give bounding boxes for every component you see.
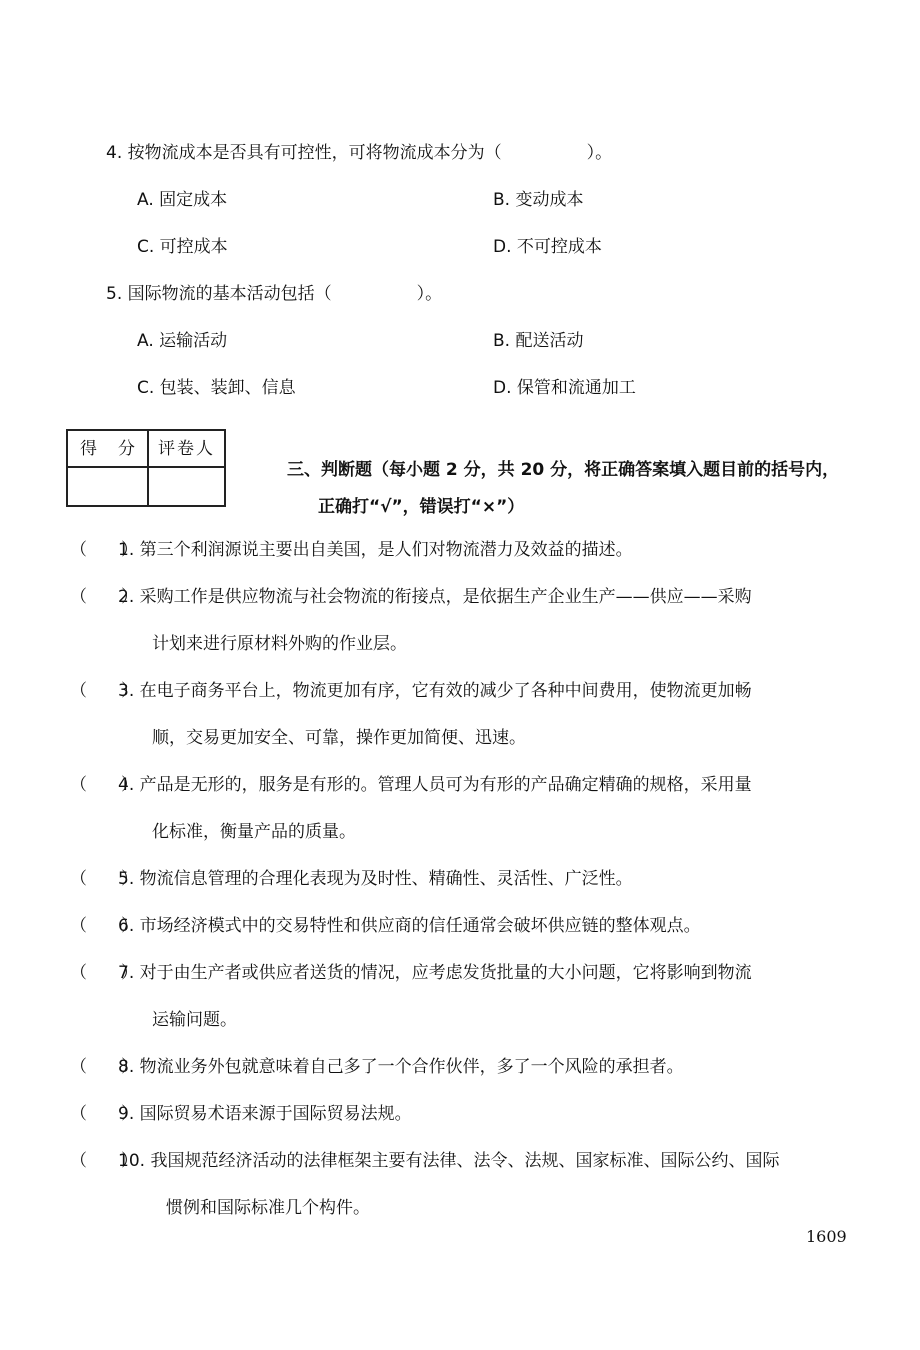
question-5-option-c: C. 包装、装卸、信息: [137, 378, 296, 398]
judge-4-text-line1: 4. 产品是无形的，服务是有形的。管理人员可为有形的产品确定精确的规格，采用量: [118, 775, 752, 795]
table-divider-horizontal: [68, 466, 224, 468]
question-5-option-a: A. 运输活动: [137, 331, 228, 351]
judge-7-text-line1: 7. 对于由生产者或供应者送货的情况，应考虑发货批量的大小问题，它将影响到物流: [118, 963, 752, 983]
question-5-option-d: D. 保管和流通加工: [493, 378, 636, 398]
table-divider-vertical: [147, 431, 149, 505]
judge-9-text: 9. 国际贸易术语来源于国际贸易法规。: [118, 1104, 412, 1124]
judge-8-paren: （ ）: [70, 1057, 138, 1077]
page-number: 1609: [806, 1227, 847, 1246]
judge-4-paren: （ ）: [70, 775, 138, 795]
judge-3-text-line2: 顺，交易更加安全、可靠，操作更加简便、迅速。: [152, 728, 526, 748]
question-5-option-b: B. 配送活动: [493, 331, 584, 351]
judge-3-paren: （ ）: [70, 681, 138, 701]
question-4-option-a: A. 固定成本: [137, 190, 228, 210]
judge-2-text-line2: 计划来进行原材料外购的作业层。: [152, 634, 407, 654]
judge-7-paren: （ ）: [70, 963, 138, 983]
judge-4-text-line2: 化标准，衡量产品的质量。: [152, 822, 356, 842]
judge-5-paren: （ ）: [70, 869, 138, 889]
judge-1-text: 1. 第三个利润源说主要出自美国，是人们对物流潜力及效益的描述。: [118, 540, 633, 560]
score-label: 得 分: [80, 439, 137, 459]
question-4-option-d: D. 不可控成本: [493, 237, 602, 257]
judge-10-text-line1: 10. 我国规范经济活动的法律框架主要有法律、法令、法规、国家标准、国际公约、国际: [118, 1151, 780, 1171]
judge-2-paren: （ ）: [70, 587, 138, 607]
judge-6-text: 6. 市场经济模式中的交易特性和供应商的信任通常会破坏供应链的整体观点。: [118, 916, 701, 936]
section-title-line2: 正确打“√”，错误打“×”）: [318, 497, 525, 517]
judge-1-paren: （ ）: [70, 540, 138, 560]
judge-5-text: 5. 物流信息管理的合理化表现为及时性、精确性、灵活性、广泛性。: [118, 869, 633, 889]
judge-8-text: 8. 物流业务外包就意味着自己多了一个合作伙伴，多了一个风险的承担者。: [118, 1057, 684, 1077]
question-4-option-b: B. 变动成本: [493, 190, 584, 210]
section-title-line1: 三、判断题（每小题 2 分，共 20 分，将正确答案填入题目前的括号内，: [287, 460, 840, 480]
judge-3-text-line1: 3. 在电子商务平台上，物流更加有序，它有效的减少了各种中间费用，使物流更加畅: [118, 681, 752, 701]
judge-10-paren: （ ）: [70, 1151, 138, 1171]
question-4-option-c: C. 可控成本: [137, 237, 228, 257]
judge-7-text-line2: 运输问题。: [152, 1010, 237, 1030]
grader-label: 评卷人: [158, 439, 215, 459]
score-table: [66, 429, 226, 507]
question-5-stem: 5. 国际物流的基本活动包括（ ）。: [106, 284, 443, 304]
judge-2-text-line1: 2. 采购工作是供应物流与社会物流的衔接点，是依据生产企业生产——供应——采购: [118, 587, 752, 607]
judge-9-paren: （ ）: [70, 1104, 138, 1124]
judge-10-text-line2: 惯例和国际标准几个构件。: [166, 1198, 370, 1218]
judge-6-paren: （ ）: [70, 916, 138, 936]
question-4-stem: 4. 按物流成本是否具有可控性，可将物流成本分为（ ）。: [106, 143, 613, 163]
